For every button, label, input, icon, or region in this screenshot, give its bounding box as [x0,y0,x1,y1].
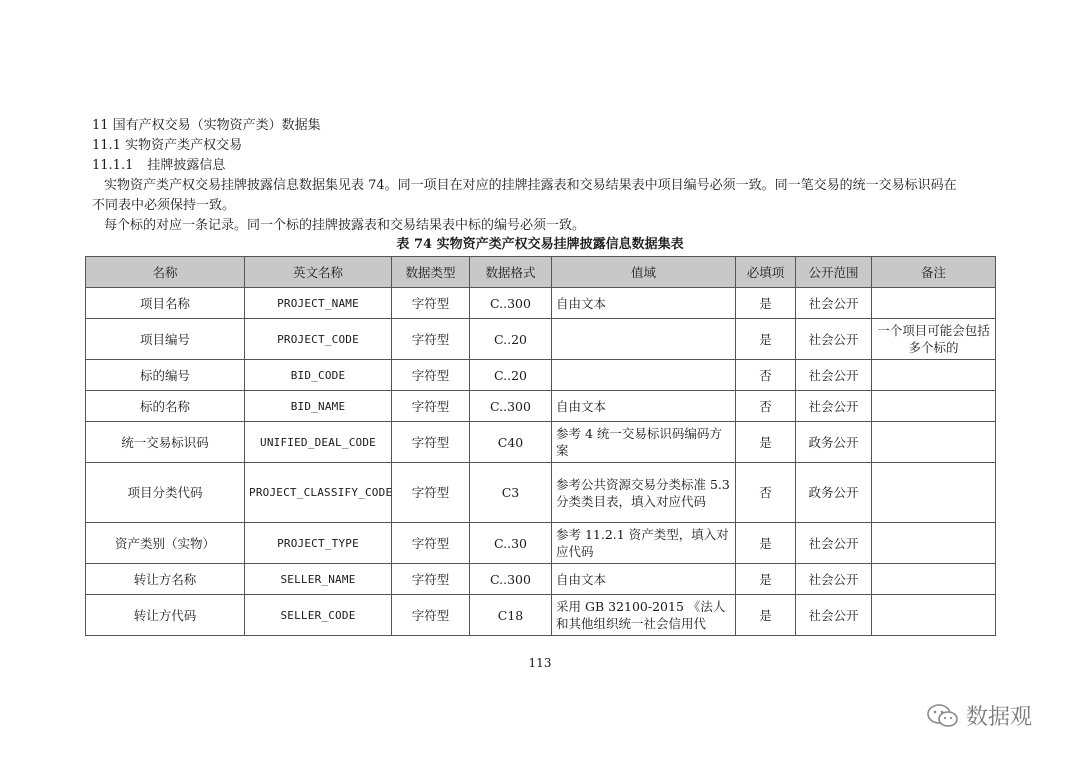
cell-data-type: 字符型 [392,564,470,595]
cell-data-type: 字符型 [392,360,470,391]
cell-data-format: C..300 [470,288,552,319]
table-row [86,523,996,564]
cell-data-type: 字符型 [392,595,470,636]
subsubsection-number: 11.1.1 [92,158,134,173]
chat-bubble-icon [926,702,960,730]
header-disclosure-scope: 公开范围 [796,257,872,288]
header-value-domain: 值域 [552,257,736,288]
cell-disclosure-scope: 社会公开 [796,288,872,319]
cell-disclosure-scope: 社会公开 [796,319,872,360]
cell-value-domain [552,319,736,360]
paragraph-1-continued: 不同表中必须保持一致。 [92,198,236,213]
cell-english-name: PROJECT_CLASSIFY_CODE [245,463,392,523]
cell-name: 项目分类代码 [86,463,245,523]
watermark-text: 数据观 [966,705,1033,730]
cell-data-type: 字符型 [392,391,470,422]
cell-required: 是 [736,564,796,595]
cell-required: 是 [736,319,796,360]
cell-name: 项目名称 [86,288,245,319]
header-required: 必填项 [736,257,796,288]
cell-remarks: 一个项目可能会包括多个标的 [872,319,996,360]
header-name: 名称 [86,257,245,288]
cell-value-domain: 采用 GB 32100-2015 《法人和其他组织统一社会信用代 [552,595,736,636]
cell-remarks [872,564,996,595]
cell-remarks [872,391,996,422]
subsubsection-title: 挂牌披露信息 [147,158,226,173]
cell-data-format: C..20 [470,319,552,360]
header-remarks: 备注 [872,257,996,288]
cell-english-name: SELLER_NAME [245,564,392,595]
cell-required: 是 [736,288,796,319]
cell-required: 否 [736,391,796,422]
cell-remarks [872,422,996,463]
cell-data-type: 字符型 [392,422,470,463]
cell-disclosure-scope: 社会公开 [796,360,872,391]
cell-data-format: C..20 [470,360,552,391]
cell-value-domain: 自由文本 [552,288,736,319]
cell-data-format: C..30 [470,523,552,564]
cell-disclosure-scope: 社会公开 [796,391,872,422]
watermark [926,700,1032,731]
cell-remarks [872,595,996,636]
table-row [86,422,996,463]
cell-remarks [872,360,996,391]
cell-required: 是 [736,523,796,564]
cell-name: 标的编号 [86,360,245,391]
cell-remarks [872,463,996,523]
cell-name: 统一交易标识码 [86,422,245,463]
cell-value-domain: 自由文本 [552,391,736,422]
cell-value-domain [552,360,736,391]
cell-name: 转让方代码 [86,595,245,636]
cell-name: 转让方名称 [86,564,245,595]
cell-remarks [872,288,996,319]
table-row [86,595,996,636]
cell-data-format: C..300 [470,391,552,422]
cell-required: 否 [736,360,796,391]
cell-data-type: 字符型 [392,288,470,319]
cell-value-domain: 参考 4 统一交易标识码编码方案 [552,422,736,463]
cell-value-domain: 参考公共资源交易分类标准 5.3 分类类目表，填入对应代码 [552,463,736,523]
table-row [86,360,996,391]
cell-data-format: C..300 [470,564,552,595]
table-row [86,288,996,319]
cell-required: 是 [736,422,796,463]
cell-english-name: BID_NAME [245,391,392,422]
cell-disclosure-scope: 社会公开 [796,523,872,564]
cell-data-type: 字符型 [392,463,470,523]
header-english-name: 英文名称 [245,257,392,288]
section-heading: 11 国有产权交易（实物资产类）数据集 [92,118,321,133]
cell-data-format: C18 [470,595,552,636]
header-data-type: 数据类型 [392,257,470,288]
page-number: 113 [528,656,552,670]
table-row [86,391,996,422]
subsubsection-heading [92,157,225,175]
paragraph-1: 实物资产类产权交易挂牌披露信息数据集见表 74。同一项目在对应的挂牌挂露表和交易结果表中项目编号必须一致。同一笔交易的统一交易标识码在 [104,178,957,193]
cell-data-type: 字符型 [392,319,470,360]
cell-english-name: SELLER_CODE [245,595,392,636]
cell-value-domain: 参考 11.2.1 资产类型，填入对应代码 [552,523,736,564]
cell-name: 项目编号 [86,319,245,360]
table-row [86,463,996,523]
cell-disclosure-scope: 社会公开 [796,595,872,636]
dataset-table [85,256,996,636]
cell-english-name: PROJECT_TYPE [245,523,392,564]
cell-name: 资产类别（实物） [86,523,245,564]
cell-english-name: BID_CODE [245,360,392,391]
cell-english-name: PROJECT_CODE [245,319,392,360]
cell-required: 是 [736,595,796,636]
cell-disclosure-scope: 政务公开 [796,422,872,463]
cell-data-format: C3 [470,463,552,523]
paragraph-2: 每个标的对应一条记录。同一个标的挂牌披露表和交易结果表中标的编号必须一致。 [104,218,586,233]
cell-required: 否 [736,463,796,523]
cell-english-name: PROJECT_NAME [245,288,392,319]
table-row [86,319,996,360]
table-row [86,564,996,595]
cell-remarks [872,523,996,564]
cell-disclosure-scope: 社会公开 [796,564,872,595]
cell-name: 标的名称 [86,391,245,422]
cell-data-format: C40 [470,422,552,463]
table-header-row [86,257,996,288]
table-caption: 表 74 实物资产类产权交易挂牌披露信息数据集表 [396,237,684,252]
cell-english-name: UNIFIED_DEAL_CODE [245,422,392,463]
cell-data-type: 字符型 [392,523,470,564]
cell-value-domain: 自由文本 [552,564,736,595]
subsection-heading: 11.1 实物资产类产权交易 [92,138,243,153]
cell-disclosure-scope: 政务公开 [796,463,872,523]
header-data-format: 数据格式 [470,257,552,288]
